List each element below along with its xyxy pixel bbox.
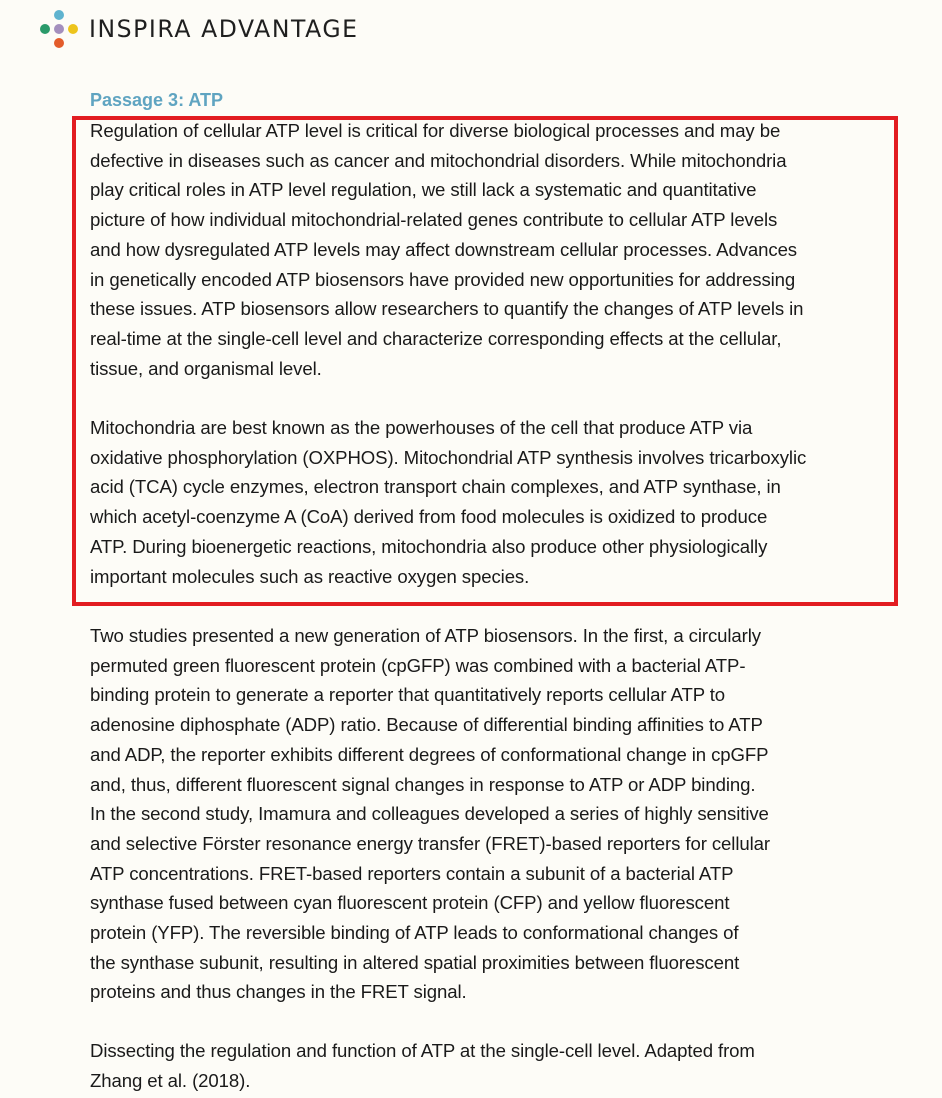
text-line: permuted green fluorescent protein (cpGFP) was combined with a bacterial ATP- [90,654,746,676]
logo-dot-yellow-icon [68,24,78,34]
text-line: which acetyl-coenzyme A (CoA) derived from food molecules is oxidized to produce [90,506,768,528]
paragraph-biosensors [90,621,870,1007]
text-line: Zhang et al. (2018). [90,1069,251,1091]
logo-dot-green-icon [40,24,50,34]
text-line: defective in diseases such as cancer and mitochondrial disorders. While mitochondria [90,149,787,171]
text-line: these issues. ATP biosensors allow researchers to quantify the changes of ATP levels in [90,298,804,320]
header [38,8,364,50]
text-line: Mitochondria are best known as the powerhouses of the cell that produce ATP via [90,417,753,438]
text-line: Regulation of cellular ATP level is critical for diverse biological processes and may be [90,120,781,141]
paragraph-citation [90,1036,870,1095]
passage-title: Passage 3: ATP [90,90,224,110]
logo-dots-icon [38,8,80,50]
text-line: important molecules such as reactive oxygen species. [90,565,530,587]
logo-dot-purple-icon [54,24,64,34]
brand-name: INSPIRA ADVANTAGE [89,15,359,43]
text-line: adenosine diphosphate (ADP) ratio. Because of differential binding affinities to ATP [90,714,763,736]
text-line: and how dysregulated ATP levels may affect downstream cellular processes. Advances [90,238,798,260]
text-line: binding protein to generate a reporter that quantitatively reports cellular ATP to [90,684,726,706]
text-line: and, thus, different fluorescent signal changes in response to ATP or ADP binding. [90,773,756,795]
text-line: protein (YFP). The reversible binding of ATP leads to conformational changes of [90,922,739,944]
text-line: proteins and thus changes in the FRET signal. [90,981,467,1003]
text-line: and ADP, the reporter exhibits different degrees of conformational change in cpGFP [90,743,769,765]
text-line: Dissecting the regulation and function of ATP at the single-cell level. Adapted from [90,1040,755,1061]
text-line: real-time at the single-cell level and characterize corresponding effects at the cellular, [90,327,782,349]
text-line: acid (TCA) cycle enzymes, electron transport chain complexes, and ATP synthase, in [90,476,781,498]
text-line: ATP. During bioenergetic reactions, mitochondria also produce other physiologically [90,535,768,557]
text-line: the synthase subunit, resulting in altered spatial proximities between fluorescent [90,951,740,973]
text-line: play critical roles in ATP level regulation, we still lack a systematic and quantitative [90,179,757,201]
text-line: in genetically encoded ATP biosensors have provided new opportunities for addressing [90,268,796,290]
text-line: tissue, and organismal level. [90,357,322,379]
text-line: synthase fused between cyan fluorescent protein (CFP) and yellow fluorescent [90,892,730,914]
logo-dot-orange-icon [54,38,64,48]
text-line: oxidative phosphorylation (OXPHOS). Mitochondrial ATP synthesis involves tricarboxylic [90,446,807,468]
text-line: ATP concentrations. FRET-based reporters contain a subunit of a bacterial ATP [90,862,734,884]
paragraph-intro [90,116,870,383]
text-line: Two studies presented a new generation of ATP biosensors. In the first, a circularly [90,625,761,646]
text-line: and selective Förster resonance energy transfer (FRET)-based reporters for cellular [90,832,770,854]
logo-dot-blue-icon [54,10,64,20]
text-line: picture of how individual mitochondrial-related genes contribute to cellular ATP levels [90,209,778,231]
text-line: In the second study, Imamura and colleagues developed a series of highly sensitive [90,803,769,825]
paragraph-mitochondria [90,413,870,591]
